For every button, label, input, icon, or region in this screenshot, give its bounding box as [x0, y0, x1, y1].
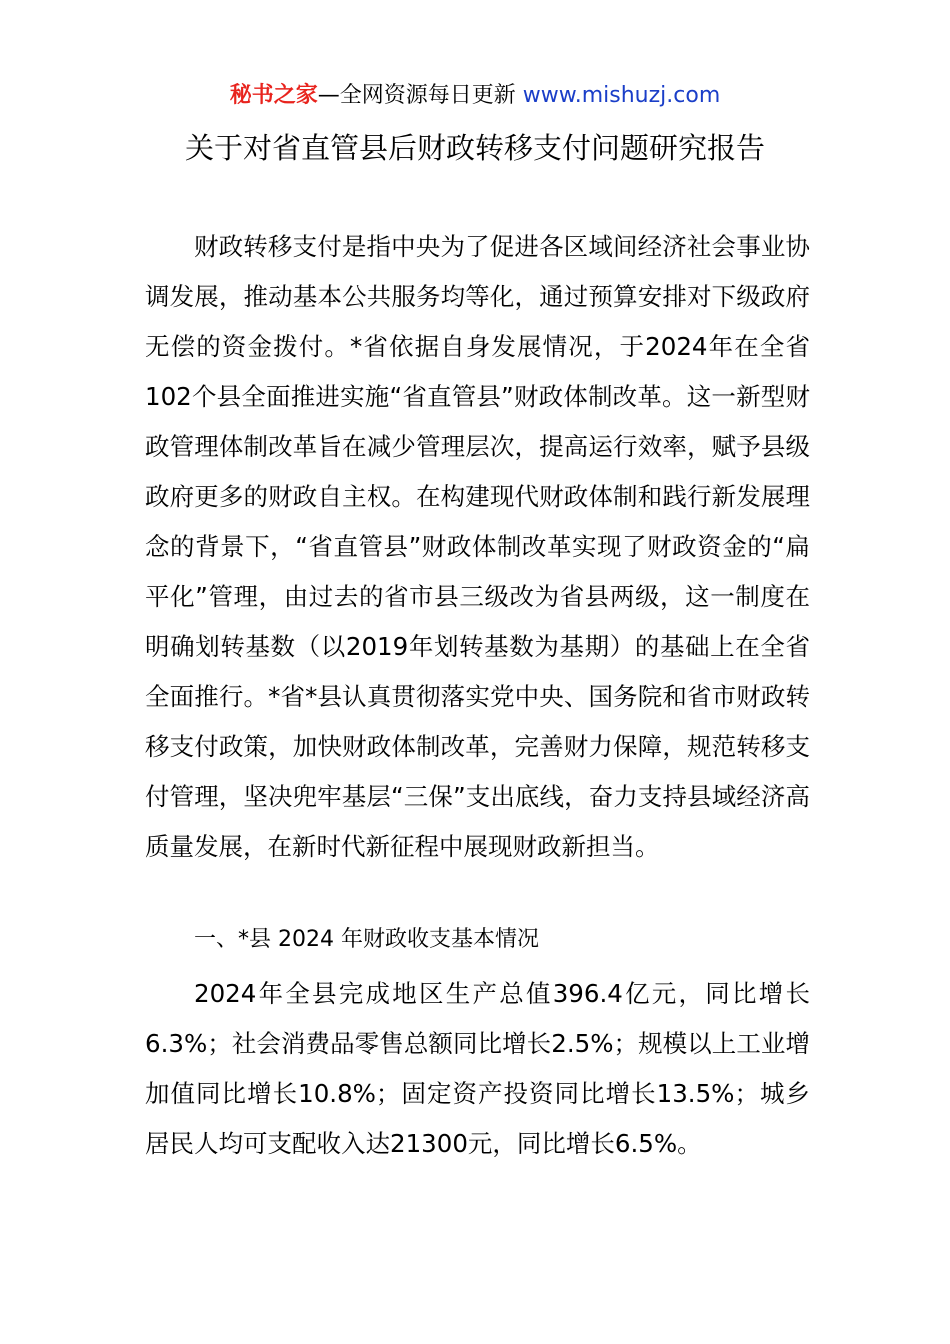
site-url-link[interactable]: www.mishuzj.com	[522, 83, 721, 108]
intro-paragraph: 财政转移支付是指中央为了促进各区域间经济社会事业协调发展，推动基本公共服务均等化，通过预算安排对下级政府无偿的资金拨付。*省依据自身发展情况，于2024年在全省102个县全面推进实施“省直管县”财政体制改革。这一新型财政管理体制改革旨在减少管理层次，提高运行效率，赋予县级政府更多的财政自主权。在构建现代财政体制和践行新发展理念的背景下，“省直管县”财政体制改革实现了财政资金的“扁平化”管理，由过去的省市县三级改为省县两级，这一制度在明确划转基数（以2019年划转基数为基期）的基础上在全省全面推行。*省*县认真贯彻落实党中央、国务院和省市财政转移支付政策，加快财政体制改革，完善财力保障，规范转移支付管理，坚决兜牢基层“三保”支出底线，奋力支持县域经济高质量发展，在新时代新征程中展现财政新担当。	[145, 232, 810, 861]
site-banner	[0, 82, 950, 110]
brand-name: 秘书之家	[229, 83, 318, 108]
banner-tagline: —全网资源每日更新	[317, 83, 516, 108]
section-heading: 一、*县 2024 年财政收支基本情况	[194, 927, 539, 952]
section1-paragraph: 2024年全县完成地区生产总值396.4亿元，同比增长6.3%；社会消费品零售总额同比增长2.5%；规模以上工业增加值同比增长10.8%；固定资产投资同比增长13.5%；城乡居民人均可支配收入达21300元，同比增长6.5%。	[145, 979, 810, 1158]
document-title: 关于对省直管县后财政转移支付问题研究报告	[184, 131, 765, 165]
